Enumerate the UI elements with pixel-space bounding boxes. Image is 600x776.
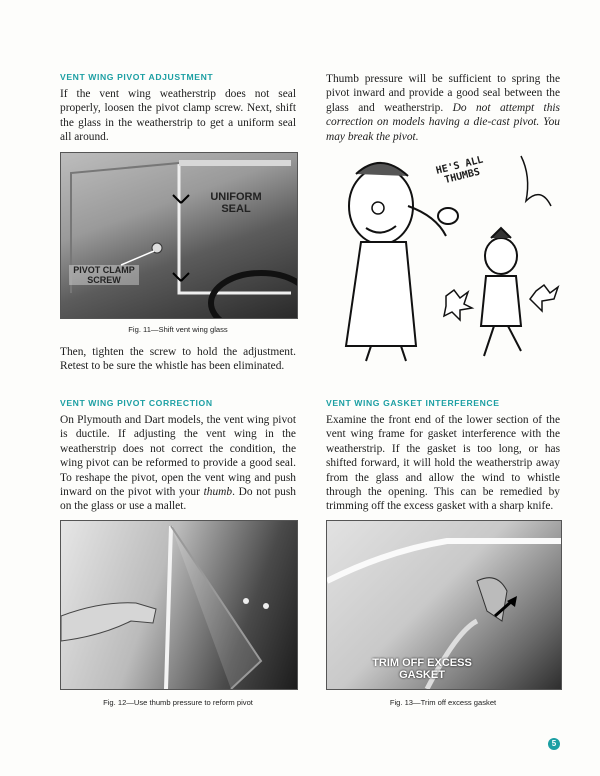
paragraph-thumb-pressure: Thumb pressure will be sufficient to spring the pivot inward and provide a good seal between the glass and weatherstrip. Do not attempt this correction on models having a die-cast pivot. You may break the pivot. xyxy=(326,73,560,143)
heading-vent-wing-gasket-interference: VENT WING GASKET INTERFERENCE xyxy=(326,398,500,408)
figure-13-caption: Fig. 13—Trim off excess gasket xyxy=(389,698,497,707)
label-pivot-clamp-screw: PIVOT CLAMP SCREW xyxy=(69,265,139,285)
emphasis-thumb: thumb xyxy=(203,486,233,499)
figure-11-caption: Fig. 11—Shift vent wing glass xyxy=(128,325,228,334)
figure-12-drawing xyxy=(61,521,297,689)
paragraph-tighten-screw: Then, tighten the screw to hold the adjustment. Retest to be sure the whistle has been eliminated. xyxy=(60,346,296,373)
figure-12-caption: Fig. 12—Use thumb pressure to reform pivot xyxy=(103,698,253,707)
paragraph-pivot-correction: On Plymouth and Dart models, the vent wing pivot is ductile. If adjusting the vent wing in the weatherstrip does not correct the condition, the wing pivot can be reformed to provide a good seal. To reshape the pivot, open the vent wing and push inward on the pivot with your thumb. Do not push on the glass or use a mallet. xyxy=(60,414,296,513)
cartoon-illustration xyxy=(326,146,560,371)
label-trim-off-excess-gasket: TRIM OFF EXCESS GASKET xyxy=(372,657,472,681)
heading-vent-wing-pivot-adjustment: VENT WING PIVOT ADJUSTMENT xyxy=(60,72,214,82)
figure-11-drawing xyxy=(61,153,297,318)
page-number: 5 xyxy=(548,738,560,750)
paragraph-gasket-interference: Examine the front end of the lower section of the vent wing frame for gasket interference with the weatherstrip. If the gasket is too long, or has shifted forward, it will hold the weatherstrip away from the glass and allow the wind to whistle through the opening. This can be remedied by trimming off the excess gasket with a sharp knife. xyxy=(326,414,560,513)
figure-12-photo xyxy=(60,520,298,690)
cartoon-caption-text: HE'S ALL THUMBS xyxy=(434,154,485,187)
figure-13-photo xyxy=(326,520,562,690)
heading-vent-wing-pivot-correction: VENT WING PIVOT CORRECTION xyxy=(60,398,213,408)
emphasis-warning: Do not attempt this correction on models having a die-cast pivot. You may break the pivot. xyxy=(326,101,560,143)
figure-11-photo xyxy=(60,152,298,319)
paragraph-pivot-adjustment: If the vent wing weatherstrip does not seal properly, loosen the pivot clamp screw. Next, shift the glass in the weatherstrip to get a uniform seal all around. xyxy=(60,88,296,144)
label-uniform-seal: UNIFORM SEAL xyxy=(210,191,262,215)
